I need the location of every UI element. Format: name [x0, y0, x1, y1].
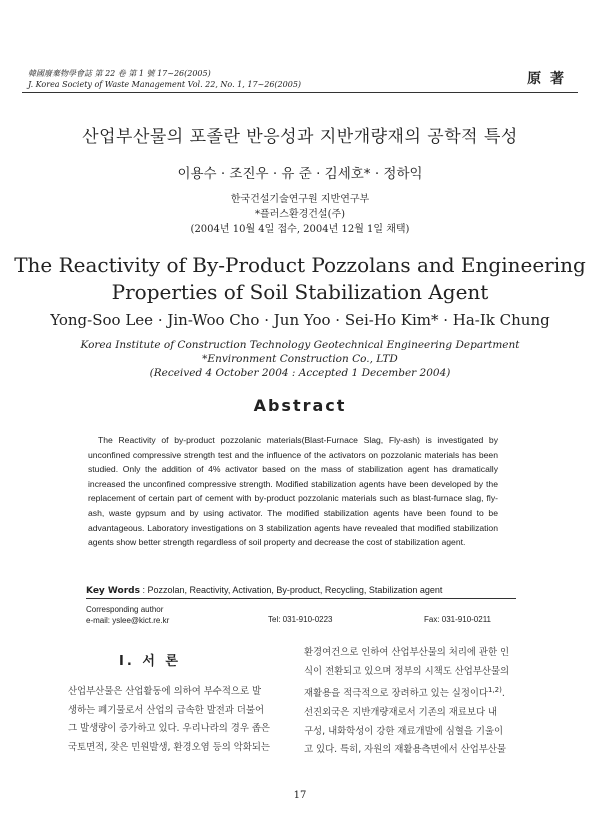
keywords-label: Key Words: [86, 586, 140, 596]
journal-korean-line: 韓國廢棄物學會誌 第 22 卷 第 1 號 17~26(2005): [28, 69, 211, 78]
english-title-line-1: The Reactivity of By-Product Pozzolans and Engineering: [14, 253, 586, 277]
body-line: 환경여건으로 인하여 산업부산물의 처리에 관한 인: [304, 647, 510, 658]
keywords-rule: [86, 598, 516, 599]
english-affiliation-1: Korea Institute of Construction Technology Geotechnical Engineering Department: [80, 339, 520, 351]
korean-affiliation-1: 한국건설기술연구원 지반연구부: [230, 194, 370, 205]
keywords-text: : Pozzolan, Reactivity, Activation, By-product, Recycling, Stabilization agent: [139, 585, 443, 595]
korean-affiliation: [0, 192, 600, 237]
korean-authors: [0, 162, 600, 182]
korean-title: 산업부산물의 포졸란 반응성과 지반개량재의 공학적 특성: [82, 127, 518, 147]
body-column-right: [304, 644, 509, 760]
body-column-left: [68, 683, 270, 757]
abstract-text: The Reactivity of by-product pozzolanic materials(Blast-Furnace Slag, Fly-ash) is investigated by unconfined compressive strength test and the influence of the activators on pozzolanic materials has been studied. Only the addition of 4% activator based on the mass of stabilization agent has dramatically increased the unconfined compressive strength. Modified stabilization agents have been developed by the replacement of certain part of cement with by-product pozzolanic materials such as blast-furnace slag, fly-ash, waste gypsum and by using activator. The modified stabilization agents have been found to be advantageous. Laboratory investigations on 3 stabilization agents have revealed that modified stabilization agents show better strength regardless of soil property and decrease the cost of stabilization agent.: [88, 435, 498, 548]
body-line: 재활용을 적극적으로 장려하고 있는 실정이다$^{1,2)}$.: [304, 686, 505, 700]
english-title-line-2: Properties of Soil Stabilization Agent: [111, 280, 489, 304]
header-rule: [22, 92, 578, 93]
journal-english-line: J. Korea Society of Waste Management Vol. 22, No. 1, 17~26(2005): [28, 80, 302, 89]
corresponding-fax: Fax: 031-910-0211: [424, 615, 492, 624]
english-affiliation-2: *Environment Construction Co., LTD: [202, 353, 398, 365]
body-line: 그 발생량이 증가하고 있다. 우리나라의 경우 좁은: [68, 723, 270, 735]
korean-authors-text: 이용수 · 조진우 · 유 준 · 김세호* · 정하익: [177, 166, 423, 182]
english-dates: (Received 4 October 2004 : Accepted 1 December 2004): [149, 367, 451, 379]
english-affiliation: [0, 338, 600, 380]
body-line-text: 재활용을 적극적으로 장려하고 있는 실정이다: [304, 688, 488, 700]
journal-header: [28, 68, 301, 90]
english-authors: Yong-Soo Lee · Jin-Woo Cho · Jun Yoo · Sei-Ho Kim* · Ha-Ik Chung: [50, 311, 550, 329]
correspondence: [86, 604, 169, 626]
body-line: 선진외국은 지반개량재로서 기존의 재료보다 내: [304, 706, 498, 718]
corresponding-tel: Tel: 031-910-0223: [268, 615, 333, 624]
article-type-badge: 原 著: [527, 71, 566, 87]
page-number: 17: [293, 790, 307, 801]
english-title: [0, 252, 600, 306]
abstract-heading: Abstract: [253, 396, 347, 415]
body-line: 국토면적, 잦은 민원발생, 환경오염 등의 악화되는: [68, 741, 270, 753]
korean-dates: (2004년 10월 4일 접수, 2004년 12월 1일 채택): [190, 224, 410, 235]
citation-superscript: 1,2): [488, 686, 502, 695]
body-line: 산업부산물은 산업활동에 의하여 부수적으로 발: [68, 686, 262, 697]
body-line: 고 있다. 특히, 자원의 재활용측면에서 산업부산물: [304, 744, 506, 756]
korean-affiliation-2: *플러스환경건설(주): [254, 209, 346, 220]
corresponding-email: e-mail: yslee@kict.re.kr: [86, 616, 170, 625]
body-line: 생하는 폐기물로서 산업의 급속한 발전과 더불어: [68, 704, 265, 716]
keywords: [86, 585, 442, 596]
section-heading-introduction: I. 서 론: [119, 654, 181, 669]
body-line: 구성, 내화학성이 강한 재료개발에 심혈을 기울이: [304, 725, 504, 737]
body-line: 식이 전환되고 있으며 정부의 시책도 산업부산물의: [304, 665, 510, 677]
corresponding-author-label: Corresponding author: [86, 605, 164, 614]
